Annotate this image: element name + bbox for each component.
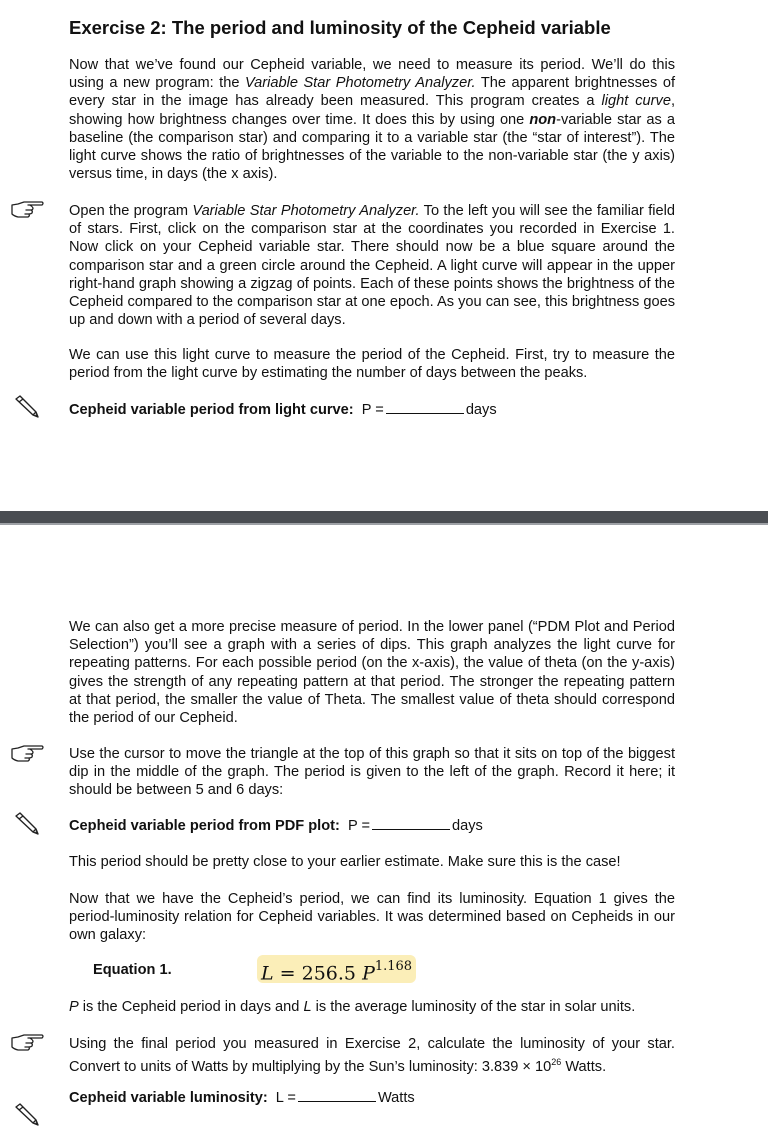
variable-definition-text: P is the Cepheid period in days and L is the average luminosity of the star in solar units. [69,999,636,1015]
pointing-hand-icon [10,740,46,766]
pointing-hand-icon [10,1029,46,1055]
luminosity-intro-paragraph: Now that we have the Cepheid’s period, we can find its luminosity. Equation 1 gives the period-luminosity relation for Cepheid variables. It was determined based on Cepheids in our own galaxy: [69,891,675,944]
luminosity-calc-paragraph: Using the final period you measured in Exercise 2, calculate the luminosity of your star. Convert to units of Watts by multiplying by the Sun’s luminosity: $3.839 \times 10^{26}$ Watts. [69,1036,675,1076]
pencil-icon [10,1101,46,1127]
light-curve-period-answer: Cepheid variable period from light curve: P = days [69,402,497,418]
period-luminosity-equation: L = 256.5 $P^{1.168}$ [257,955,416,983]
cursor-instructions-paragraph: Use the cursor to move the triangle at the top of this graph so that it sits on top of the biggest dip in the middle of the graph. The period is given to the left of the graph. Record it here; it should be between 5 and 6 days: [69,746,675,799]
estimate-paragraph: We can use this light curve to measure the period of the Cepheid. First, try to measure the period from the light curve by estimating the number of days between the peaks. [69,347,675,382]
page-divider [0,511,768,523]
pdm-period-blank[interactable] [372,817,450,830]
intro-paragraph: Now that we’ve found our Cepheid variable, we need to measure its period. We’ll do this using a new program: the Variable Star Photometry Analyzer. The apparent brightnesses of every star in the image has already been measured. This program creates a light curve, showing how brightness changes over time. It does this by using one non-variable star as a baseline (the comparison star) and comparing it to a variable star (the “star of interest”). The light curve shows the ratio of brightnesses of the variable to the non-variable star (the y axis) versus time, in days (the x axis). [69,57,675,183]
pdm-paragraph: We can also get a more precise measure of period. In the lower panel (“PDM Plot and Period Selection”) you’ll see a graph with a series of dips. This graph analyzes the light curve for repeating patterns. For each possible period (on the x-axis), the value of theta (on the y-axis) gives the strength of any repeating pattern at that period. The stronger the repeating pattern at that period, the smaller the value of Theta. The smallest value of theta should correspond the period of our Cepheid. [69,619,675,727]
pencil-icon [10,393,46,419]
instructions-paragraph: Open the program Variable Star Photometry Analyzer. To the left you will see the familiar field of stars. First, click on the comparison star at the coordinates you recorded in Exercise 1. Now click on your Cepheid variable star. There should now be a blue square around the comparison star and a green circle around the Cepheid. A light curve will appear in the upper right-hand graph showing a zigzag of points. Each of these points shows the brightness of the Cepheid compared to the comparison star at one epoch. As you can see, this brightness goes up and down with a period of several days. [69,203,675,329]
luminosity-blank[interactable] [298,1089,376,1102]
pointing-hand-icon [10,196,46,222]
pencil-icon [10,810,46,836]
light-curve-period-blank[interactable] [386,401,464,414]
check-estimate-text: This period should be pretty close to your earlier estimate. Make sure this is the case! [69,854,621,870]
equation-label: Equation 1. [93,962,172,978]
luminosity-answer: Cepheid variable luminosity: L = Watts [69,1090,415,1106]
exercise-heading: Exercise 2: The period and luminosity of the Cepheid variable [69,17,611,38]
pdm-period-answer: Cepheid variable period from PDF plot: P = days [69,818,483,834]
